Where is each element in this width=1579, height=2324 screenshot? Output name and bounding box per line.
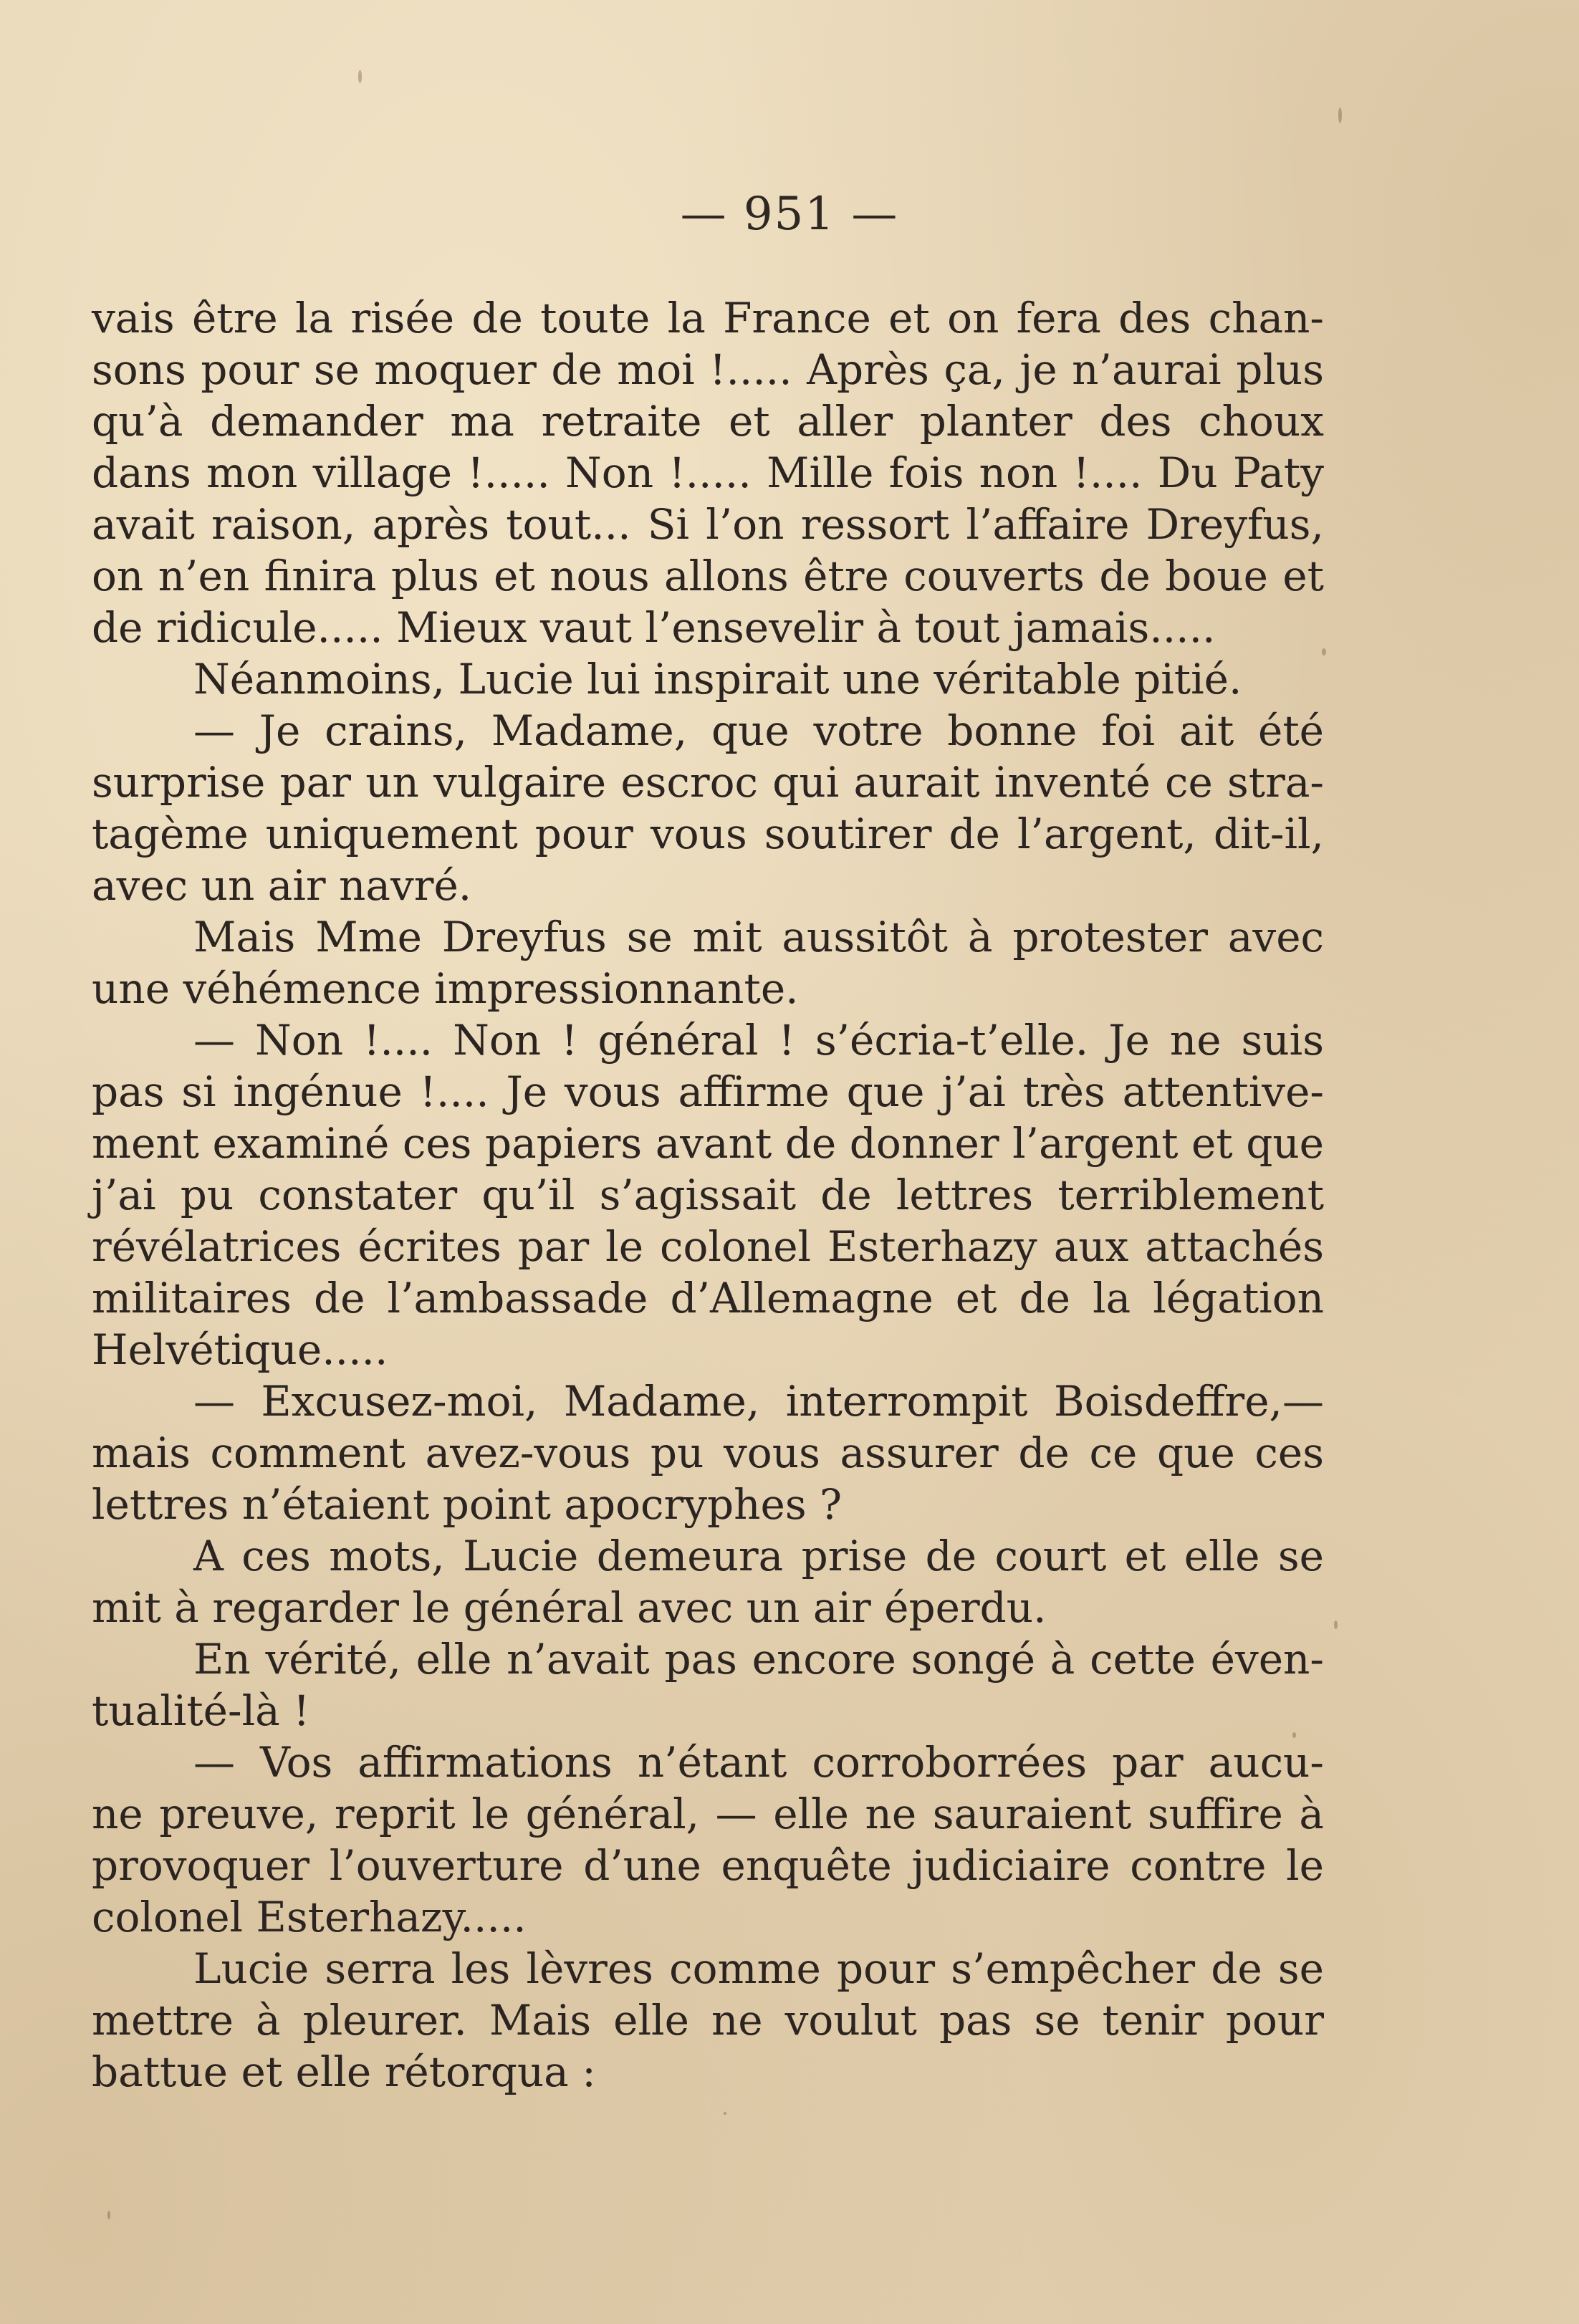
paper-speck [1334,1620,1338,1629]
text-line: Helvétique..... [92,1325,388,1374]
body-text [92,292,1324,2098]
text-line: révélatrices écrites par le colonel Esterhazy aux attachés [92,1222,1324,1271]
paper-speck [107,2211,110,2219]
text-line: dans mon village !..... Non !..... Mille fois non !.... Du Paty [92,448,1324,497]
text-line: sons pour se moquer de moi !..... Après ça, je n’aurai plus [92,345,1324,394]
text-line: — Non !.... Non ! général ! s’écria-t’elle. Je ne suis [193,1016,1324,1065]
text-line: surprise par un vulgaire escroc qui aurait inventé ce stra- [92,758,1324,807]
text-line: militaires de l’ambassade d’Allemagne et de la légation [92,1274,1324,1322]
page-number: — 951 — [680,188,899,241]
text-line: provoquer l’ouverture d’une enquête judiciaire contre le [92,1841,1324,1890]
text-line: Néanmoins, Lucie lui inspirait une véritable pitié. [193,655,1242,704]
text-line: avait raison, après tout... Si l’on ressort l’affaire Dreyfus, [92,500,1324,549]
text-line: tualité-là ! [92,1686,310,1735]
text-line: on n’en finira plus et nous allons être couverts de boue et [92,552,1324,600]
paper-speck [1338,107,1342,123]
text-line: Lucie serra les lèvres comme pour s’empêcher de se [193,1944,1324,1993]
text-line: ment examiné ces papiers avant de donner l’argent et que [92,1119,1324,1168]
text-line: mit à regarder le général avec un air éperdu. [92,1583,1047,1632]
text-line: battue et elle rétorqua : [92,2047,596,2096]
text-line: mettre à pleurer. Mais elle ne voulut pas se tenir pour [92,1996,1324,2045]
text-line: vais être la risée de toute la France et on fera des chan- [92,294,1324,342]
text-line: qu’à demander ma retraite et aller planter des choux [92,397,1324,446]
text-line: En vérité, elle n’avait pas encore songé à cette éven- [193,1635,1324,1684]
text-line: colonel Esterhazy..... [92,1893,527,1941]
text-line: j’ai pu constater qu’il s’agissait de lettres terriblement [92,1171,1324,1219]
text-line: A ces mots, Lucie demeura prise de court et elle se [193,1532,1324,1580]
text-line: — Excusez-moi, Madame, interrompit Boisdeffre,— [193,1377,1324,1426]
paper-speck [1292,1732,1296,1738]
paper-speck [358,70,362,83]
text-line: Mais Mme Dreyfus se mit aussitôt à protester avec [193,913,1324,961]
text-line: lettres n’étaient point apocryphes ? [92,1480,843,1529]
text-line: avec un air navré. [92,861,472,910]
text-line: une véhémence impressionnante. [92,964,799,1013]
text-line: mais comment avez-vous pu vous assurer de ce que ces [92,1429,1324,1477]
paper-speck [1322,648,1326,656]
text-line: — Vos affirmations n’étant corroborrées par aucu- [193,1738,1324,1787]
text-line: ne preuve, reprit le général, — elle ne sauraient suffire à [92,1790,1324,1838]
text-line: tagème uniquement pour vous soutirer de l’argent, dit-il, [92,810,1324,858]
text-line: pas si ingénue !.... Je vous affirme que j’ai très attentive- [92,1067,1324,1116]
paper-speck [724,2112,726,2115]
text-line: de ridicule..... Mieux vaut l’ensevelir à tout jamais..... [92,603,1216,652]
text-line: — Je crains, Madame, que votre bonne foi ait été [193,706,1324,755]
